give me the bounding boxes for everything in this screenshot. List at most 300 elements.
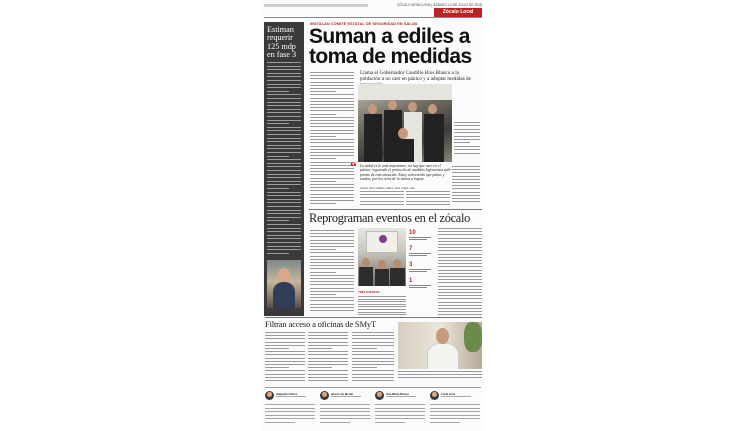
body-text-line [358,309,406,310]
body-text-line [308,342,348,343]
photo-person-body [359,267,373,286]
section-tab: Zócalo Local [434,8,482,17]
body-text-line [430,408,480,409]
body-text-line [265,415,315,416]
photo-backdrop [358,84,452,100]
body-text-line [406,204,450,205]
sidebar-story [264,22,304,316]
body-text-line [438,228,482,229]
body-text-line [310,203,336,204]
body-text-line [310,178,354,179]
body-text-line [308,367,332,368]
body-text-line [310,197,354,198]
body-text-line [398,374,482,375]
stat-label-line [409,255,427,256]
body-text-line [265,342,305,343]
body-text-line [438,263,482,264]
body-text-line [438,257,482,258]
body-text-line [320,415,370,416]
body-text-line [375,411,425,412]
body-text-line [310,246,354,247]
footer-name: Lucía Cruz [441,392,456,396]
body-text-line [265,404,315,405]
body-text-line [310,158,336,159]
body-text-line [267,170,301,171]
body-text-line [308,370,348,371]
body-text-line [310,259,354,260]
body-text-line [310,133,354,134]
body-text-line [308,338,348,339]
body-text-line [438,292,482,293]
body-text-line [454,129,480,130]
footer-name: Alejandro Pérez [276,392,298,396]
body-text-line [352,370,394,371]
body-text-line [438,311,482,312]
body-text-line [452,185,480,186]
body-text-line [438,298,482,299]
photo-person-face [378,260,386,269]
body-text-line [267,102,301,103]
body-text-line [438,282,482,283]
body-text-line [310,130,354,131]
body-text-line [310,168,354,169]
avatar [320,391,329,400]
body-text-line [267,141,301,142]
body-text-line [308,380,348,381]
body-text-line [267,177,301,178]
body-text-line [310,240,354,241]
body-text-line [265,370,305,371]
body-text-line [438,273,482,274]
body-text-line [438,270,482,271]
body-text-line [310,165,354,166]
photo-person-face [368,104,377,114]
body-text-line [310,281,354,282]
story-divider [309,209,482,210]
body-text-line [267,249,301,250]
body-text-line [452,201,480,202]
body-text-line [310,278,354,279]
body-text-line [265,380,305,381]
story2-photo-caption: TRES EVENTOS [358,290,380,294]
body-text-line [310,123,354,124]
body-text-line [454,139,480,140]
body-text-line [267,220,289,221]
avatar [265,391,274,400]
body-text-line [308,364,348,365]
body-text-line [360,201,404,202]
body-text-line [267,163,301,164]
photo-plant [464,322,482,352]
main-pull-quote: La salud es lo más importante; no hay que caer en el pánico; siguiendo el protocolo de medidas lograremos salir pronto de esta situación. Estoy convencido que juntos y unidos, por los otros de lo vamos a lograr. [360,164,451,182]
body-text-line [267,69,301,70]
main-photo [358,84,452,162]
stat-value: 1 [409,278,413,284]
body-text-line [267,98,301,99]
main-quote-source: Carlos Olmo Alliana, Salud, pide cuidar más. [360,186,416,190]
body-text-line [310,288,354,289]
opinion-footer [265,387,481,427]
quote-mark-icon: “ [350,160,357,175]
body-text-line [310,126,354,127]
body-text-line [360,191,404,192]
photo-person-face [408,102,417,112]
body-text-line [406,194,450,195]
body-text-line [267,62,301,63]
body-text-line [352,374,394,375]
body-text-line [352,335,394,336]
body-text-line [267,112,301,113]
body-text-line [438,250,482,251]
body-text-line [310,230,354,231]
body-text-line [267,217,301,218]
body-text-line [406,191,450,192]
body-text-line [310,252,354,253]
body-text-line [267,66,301,67]
body-text-line [352,354,394,355]
body-text-line [438,244,482,245]
body-text-line [267,213,301,214]
body-text-line [310,171,354,172]
body-text-line [352,338,394,339]
body-text-line [310,181,336,182]
avatar [430,391,439,400]
body-text-line [267,238,301,239]
body-text-line [438,247,482,248]
body-text-line [267,202,301,203]
body-text-line [267,159,301,160]
body-text-line [310,101,354,102]
body-text-line [352,377,394,378]
body-text-line [358,296,406,297]
body-text-line [308,335,348,336]
footer-column [430,391,482,427]
header-dateline: ZÓCALO MONCLOVA | SÁBADO 14 DE JULIO DE 2018 [396,3,482,7]
body-text-line [267,184,301,185]
body-text-line [310,243,354,244]
body-text-line [267,166,301,167]
body-text-line [265,374,305,375]
body-text-line [267,120,301,121]
body-text-line [267,210,301,211]
sidebar-photo [267,260,301,308]
body-text-line [265,422,295,423]
body-text-line [438,266,482,267]
body-text-line [265,411,315,412]
body-text-line [308,361,348,362]
body-text-line [310,262,354,263]
body-text-line [265,418,315,419]
stat-value: 10 [409,230,416,236]
body-text-line [360,197,404,198]
body-text-line [430,415,480,416]
stat-label-line [409,253,431,254]
body-text-line [267,94,301,95]
body-text-line [308,354,348,355]
body-text-line [308,332,348,333]
body-text-line [438,241,482,242]
body-text-line [267,206,301,207]
body-text-line [267,195,301,196]
body-text-line [267,105,301,106]
body-text-line [310,75,354,76]
photo-person-face [436,328,449,344]
body-text-line [267,156,289,157]
body-text-line [265,377,305,378]
body-text-line [406,201,450,202]
body-text-line [308,377,348,378]
banner-logo-icon [379,235,387,243]
photo-person-body [364,114,382,162]
body-text-line [452,188,480,189]
body-text-line [310,310,354,311]
body-text-line [360,194,404,195]
body-text-line [406,197,450,198]
stat-label-line [409,271,427,272]
body-text-line [438,314,482,315]
story2-headline: Reprograman eventos en el zócalo [309,211,471,225]
footer-role-line [331,396,361,397]
body-text-line [310,304,354,305]
body-text-line [310,284,354,285]
stat-label-line [409,239,427,240]
body-text-line [310,155,354,156]
body-text-line [267,130,301,131]
photo-person-body [392,139,414,162]
photo-person-body [424,114,444,162]
body-text-line [454,132,480,133]
photo-person-body [273,282,295,308]
body-text-line [267,73,301,74]
body-text-line [320,418,370,419]
body-text-line [267,148,301,149]
body-text-line [310,300,354,301]
body-text-line [430,411,480,412]
body-text-line [320,411,370,412]
stat-label-line [409,287,427,288]
body-text-line [310,120,354,121]
body-text-line [454,146,480,147]
body-text-line [454,136,480,137]
body-text-line [398,371,482,372]
body-text-line [267,134,301,135]
story2-photo [358,228,406,286]
body-text-line [438,308,482,309]
body-text-line [267,235,301,236]
body-text-line [267,152,301,153]
photo-banner [366,231,398,253]
footer-role-line [276,396,306,397]
body-text-line [267,91,289,92]
photo-person-body [427,343,459,369]
body-text-line [267,231,301,232]
body-text-line [452,182,480,183]
body-text-line [320,422,350,423]
story-divider [265,317,482,318]
body-text-line [452,198,480,199]
body-text-line [265,354,305,355]
body-text-line [430,422,460,423]
body-text-line [267,224,301,225]
body-text-line [352,332,394,333]
body-text-line [310,194,354,195]
body-text-line [310,104,354,105]
body-text-line [310,107,354,108]
body-text-line [267,116,301,117]
body-text-line [310,297,354,298]
body-text-line [310,249,336,250]
body-text-line [375,408,425,409]
body-text-line [438,302,482,303]
body-text-line [265,361,305,362]
newspaper-page [262,0,484,431]
body-text-line [310,85,354,86]
body-text-line [352,364,394,365]
body-text-line [265,332,305,333]
photo-person-face [388,100,397,110]
body-text-line [358,314,406,315]
stat-label-line [409,237,431,238]
avatar [375,391,384,400]
body-text-line [310,233,354,234]
stat-label-line [409,269,431,270]
body-text-line [267,199,301,200]
body-text-line [310,88,354,89]
body-text-line [267,242,301,243]
body-text-line [265,408,315,409]
body-text-line [358,301,406,302]
body-text-line [320,404,370,405]
body-text-line [310,139,354,140]
body-text-line [310,256,354,257]
body-text-line [267,87,301,88]
stat-item [409,230,435,240]
body-text-line [438,234,482,235]
body-text-line [358,306,406,307]
stat-value: 3 [409,262,413,268]
body-text-line [310,187,354,188]
header-rule [264,4,368,7]
main-kicker: INSTALAN COMITÉ ESTATAL DE SEGURIDAD EN SALUD [310,22,418,26]
body-text-line [352,367,377,368]
body-text-line [438,289,482,290]
body-text-line [308,345,348,346]
body-text-line [310,98,354,99]
footer-column [320,391,372,427]
body-text-line [265,338,305,339]
body-text-line [452,176,480,177]
body-text-line [352,351,394,352]
body-text-line [360,204,404,205]
body-text-line [308,358,348,359]
body-text-line [454,142,470,143]
body-text-line [308,374,348,375]
body-text-line [430,404,480,405]
body-text-line [310,265,354,266]
body-text-line [267,109,301,110]
body-text-line [265,358,305,359]
body-text-line [310,236,354,237]
body-text-line [265,351,305,352]
body-text-line [267,246,301,247]
body-text-line [375,415,425,416]
body-text-line [310,268,354,269]
body-text-line [310,272,336,273]
body-text-line [375,418,425,419]
body-text-line [267,181,301,182]
body-text-line [310,142,354,143]
body-text-line [267,174,301,175]
body-text-line [438,231,482,232]
body-text-line [310,294,336,295]
stat-label-line [409,285,431,286]
body-text-line [438,238,482,239]
body-text-line [320,408,370,409]
stat-item [409,278,435,288]
body-text-line [430,418,480,419]
body-text-line [267,80,301,81]
body-text-line [310,190,354,191]
body-text-line [352,358,394,359]
photo-person-face [278,268,290,282]
body-text-line [438,286,482,287]
body-text-line [438,276,482,277]
body-text-line [265,345,305,346]
body-text-line [310,117,354,118]
stat-value: 7 [409,246,413,252]
body-text-line [352,380,394,381]
story3-photo [398,322,482,369]
body-text-line [310,114,336,115]
body-text-line [265,364,305,365]
body-text-line [310,291,354,292]
body-text-line [358,304,406,305]
body-text-line [438,260,482,261]
footer-column [375,391,427,427]
body-text-line [375,422,405,423]
body-text-line [375,404,425,405]
body-text-line [267,188,289,189]
footer-column [265,391,317,427]
body-text-line [452,169,480,170]
body-text-line [454,125,480,126]
body-text-line [265,348,289,349]
footer-role-line [441,396,471,397]
body-text-line [438,305,482,306]
body-text-line [267,76,301,77]
footer-name: Juan Luis Morán [331,392,354,396]
body-text-line [310,146,354,147]
photo-person-body [375,269,389,286]
body-text-line [452,192,480,193]
main-subhead: Llama el Gobernador Caudillo Ríos Blanco a la población a no caer en pánico y a adoptar medidas de [360,70,471,82]
body-text-line [267,84,301,85]
photo-person-body [390,268,405,286]
body-text-line [310,72,354,73]
body-text-line [310,91,336,92]
body-text-line [452,195,480,196]
header-divider [264,17,482,18]
footer-role-line [386,396,416,397]
body-text-line [310,78,354,79]
body-text-line [308,351,348,352]
photo-person-face [398,128,408,139]
body-text-line [310,149,354,150]
stat-item [409,262,435,272]
body-text-line [267,192,301,193]
body-text-line [310,82,354,83]
body-text-line [267,253,289,254]
